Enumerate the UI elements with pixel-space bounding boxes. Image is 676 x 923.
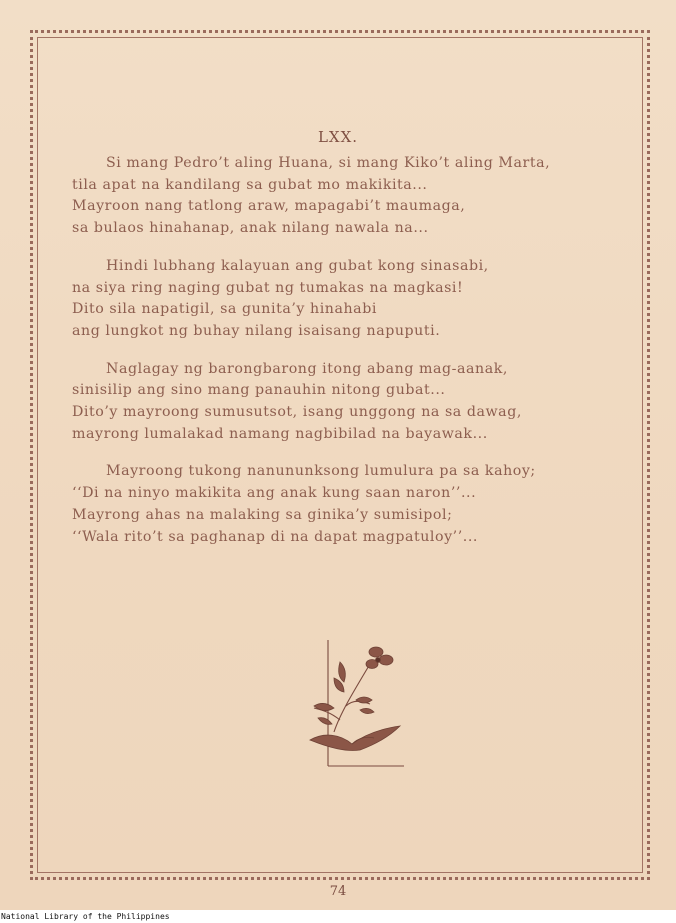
- poem-line: Mayrong ahas na malaking sa ginika’y sumisipol;: [72, 506, 453, 523]
- poem-line: ‘‘Di na ninyo makikita ang anak kung saan naron’’...: [72, 485, 477, 502]
- poem-line: Dito sila napatigil, sa gunita’y hinahabi: [72, 301, 377, 318]
- poem-line: Hindi lubhang kalayuan ang gubat kong sinasabi,: [106, 257, 489, 274]
- poem-line: ang lungkot ng buhay nilang isaisang napuputi.: [72, 322, 441, 339]
- stanza-1: [72, 153, 632, 240]
- library-credit: National Library of the Philippines: [0, 910, 676, 923]
- stanza-2: [72, 256, 632, 343]
- poem-line: Si mang Pedro’t aling Huana, si mang Kiko’t aling Marta,: [106, 155, 551, 171]
- poem-body: [72, 153, 632, 564]
- flower-bird-ornament: [300, 634, 410, 774]
- poem-line: Mayroon nang tatlong araw, mapagabi’t maumaga,: [72, 198, 466, 215]
- poem-line: na siya ring naging gubat ng tumakas na magkasi!: [72, 279, 464, 296]
- page-number: 74: [329, 884, 347, 899]
- poem-line: ‘‘Wala rito’t sa paghanap di na dapat magpatuloy’’...: [72, 528, 478, 545]
- poem-line: Naglagay ng barongbarong itong abang mag-aanak,: [106, 360, 508, 377]
- poem-line: Mayroong tukong nanununksong lumulura pa sa kahoy;: [106, 463, 536, 480]
- stanza-3: [72, 359, 632, 446]
- stanza-4: [72, 461, 632, 548]
- poem-line: sinisilip ang sino mang panauhin nitong gubat...: [72, 382, 446, 399]
- poem-line: tila apat na kandilang sa gubat mo makikita...: [72, 176, 428, 193]
- poem-line: sa bulaos hinahanap, anak nilang nawala na...: [72, 220, 429, 237]
- poem-line: mayrong lumalakad namang nagbibilad na bayawak...: [72, 425, 488, 442]
- poem-title: LXX.: [317, 128, 359, 146]
- poem-line: Dito’y mayroong sumusutsot, isang unggong na sa dawag,: [72, 404, 522, 421]
